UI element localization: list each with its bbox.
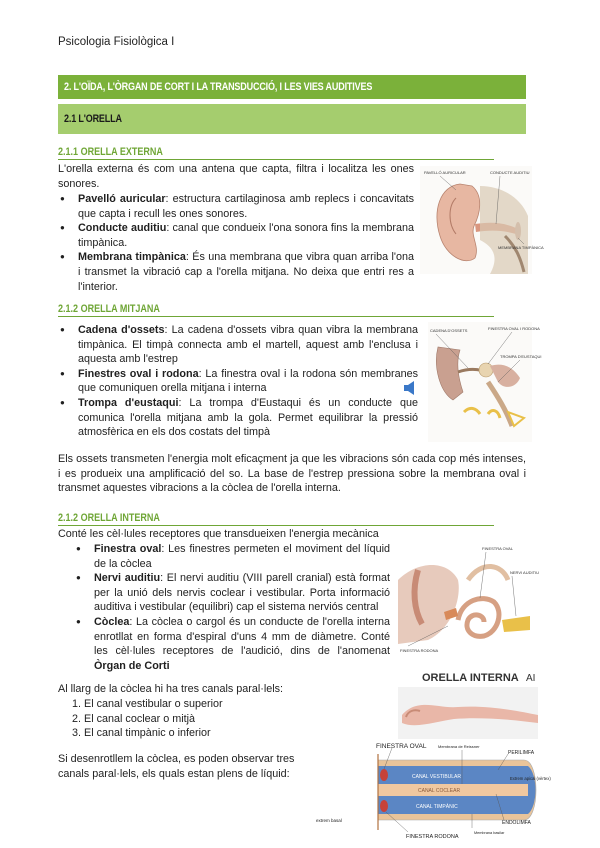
- page-header: Psicologia Fisiològica I: [58, 36, 175, 48]
- list-item: [58, 250, 414, 294]
- section-title-band: [58, 75, 526, 99]
- term: Finestra oval: [94, 543, 162, 555]
- banner-title: ORELLA INTERNA: [422, 672, 519, 684]
- list-item: 3. El canal timpànic o inferior: [72, 727, 211, 740]
- diagram-label: extrem basal: [316, 818, 342, 823]
- diagram-label: FINESTRA RODONA: [406, 834, 459, 840]
- diagram-label: ENDOLIMFA: [502, 820, 531, 826]
- term: Pavelló auricular: [78, 193, 166, 205]
- definition: : La cadena d'ossets vibra quan vibra la membrana timpànica. El timpà connecta amb el martell, aquest amb l'enclusa i aquesta amb l'estrep: [78, 324, 418, 366]
- figure-label: FINESTRA OVAL I RODONA: [488, 326, 540, 331]
- list-item: [74, 571, 390, 615]
- figure-label: CONDUCTE AUDITIU: [490, 170, 530, 175]
- diagram-label: CANAL TIMPÀNIC: [416, 804, 458, 810]
- externa-list: [58, 192, 414, 294]
- subsection-title-band: [58, 104, 526, 134]
- diagram-label: CANAL COCLEAR: [418, 788, 461, 794]
- list-item: [58, 396, 418, 440]
- closing-paragraph: Si desenrotllem la còclea, es poden observar tres canals paral·lels, els quals estan plens de líquid:: [58, 753, 295, 780]
- figure-label: MEMBRANA TIMPÀNICA: [498, 245, 544, 250]
- definition: : estructura cartilaginosa amb replecs i concavitats que capta i recull les ones sonores.: [78, 193, 414, 220]
- figure-label: PAVELLÓ AURICULAR: [424, 170, 466, 175]
- canals-intro: Al llarg de la còclea hi ha tres canals paral·lels:: [58, 683, 284, 695]
- definition: : El nervi auditiu (VIII parell cranial) està format per la unió dels nervis coclear i vestibular. Porta informació auditiva i vestibular (equilibri) cap el sistema nerviós central: [94, 572, 390, 614]
- interna-list: [74, 542, 390, 673]
- inner-ear-banner-image: [398, 667, 538, 739]
- definition: : La trompa d'Eustaqui és un conducte que comunica l'orella mitjana amb la gola. Permet equilibrar la pressió atmosfèrica en els dos costats del timpà: [78, 396, 418, 439]
- heading-text: 2.1.2 ORELLA INTERNA: [58, 512, 160, 524]
- term: Conducte auditiu: [78, 222, 167, 235]
- middle-ear-illustration: [428, 322, 542, 442]
- oval-window-marker: [380, 769, 388, 781]
- list-item: [74, 542, 390, 571]
- term-organ-corti: Òrgan de Corti: [94, 659, 170, 672]
- banner-side-text: AI: [526, 673, 536, 684]
- diagram-label: FINESTRA OVAL: [376, 743, 427, 750]
- list-item: 1. El canal vestibular o superior: [72, 698, 223, 710]
- round-window-marker: [380, 800, 388, 812]
- definition: : La finestra oval i la rodona són membranes que comuniquen orella mitjana i interna: [78, 367, 419, 395]
- unrolled-cochlea-diagram: [312, 740, 552, 842]
- definition: : Les finestres permeten el moviment del líquid de la còclea: [94, 543, 390, 570]
- term: Cadena d'ossets: [78, 324, 165, 336]
- definition: : És una membrana que vibra quan arriba l'ona i transmet la vibració cap a l'orella mitjana. No deixa que entri res a l'interior.: [78, 251, 415, 293]
- diagram-label: CANAL VESTIBULAR: [412, 774, 461, 780]
- externa-intro: L'orella externa és com una antena que capta, filtra i localitza les ones sonores.: [58, 163, 414, 190]
- list-item: [58, 367, 418, 396]
- mitjana-paragraph: Els ossets transmeten l'energia molt eficaçment ja que les vibracions són cada cop més intenses, i es produeix una amplificació del so. La base de l'estrep pressiona sobre la membrana oval i transmet aquestes vibracions a la còclea de l'orella interna.: [58, 453, 526, 495]
- heading-orella-externa: [58, 146, 494, 160]
- figure-label: FINESTRA OVAL: [482, 546, 514, 551]
- list-item: [58, 192, 414, 221]
- term: Nervi auditiu: [94, 572, 161, 585]
- figure-label: TROMPA D'EUSTAQUI: [500, 354, 542, 359]
- speaker-icon[interactable]: [403, 380, 417, 396]
- section-title: 2. L'OÏDA, L'ÒRGAN DE CORT I LA TRANSDUCCIÓ, I LES VIES AUDITIVES: [64, 81, 373, 93]
- term: Membrana timpànica: [78, 251, 186, 264]
- canals-list: [58, 697, 378, 741]
- diagram-label: Extrem apical (vèrtex): [510, 776, 551, 781]
- list-item: [58, 323, 418, 367]
- figure-label: FINESTRA RODONA: [400, 648, 439, 653]
- inner-ear-illustration: [398, 540, 538, 664]
- heading-text: 2.1.2 ORELLA MITJANA: [58, 303, 160, 315]
- definition: : La còclea o cargol és un conducte de l'orella interna enrotllat en forma d'espiral d'uns 4 mm de diàmetre. Conté les cèl·lules receptores de l'audició, dins de l'anomenat: [94, 615, 390, 658]
- list-item: [58, 221, 414, 250]
- term: Trompa d'eustaqui: [78, 396, 179, 409]
- diagram-label: Membrana de Reissner: [438, 744, 480, 749]
- heading-text: 2.1.1 ORELLA EXTERNA: [58, 146, 163, 158]
- heading-orella-mitjana: [58, 303, 494, 317]
- heading-orella-interna: [58, 512, 494, 526]
- figure-label: NERVI AUDITIU: [510, 570, 540, 575]
- list-item: 2. El canal coclear o mitjà: [72, 712, 196, 725]
- definition: : canal que condueix l'ona sonora fins la membrana timpànica.: [78, 222, 415, 249]
- subsection-title: 2.1 L'ORELLA: [64, 113, 122, 125]
- mitjana-list: [58, 323, 418, 440]
- list-item: [74, 615, 390, 673]
- term: Finestres oval i rodona: [78, 367, 199, 380]
- diagram-label: PERILIMFA: [508, 750, 535, 756]
- outer-ear-illustration: [420, 166, 544, 274]
- diagram-label: Membrana basilar: [474, 831, 505, 835]
- figure-label: CADENA D'OSSETS: [430, 328, 468, 333]
- term: Còclea: [94, 615, 130, 628]
- interna-intro: Conté les cèl·lules receptores que transdueixen l'energia mecànica: [58, 528, 379, 540]
